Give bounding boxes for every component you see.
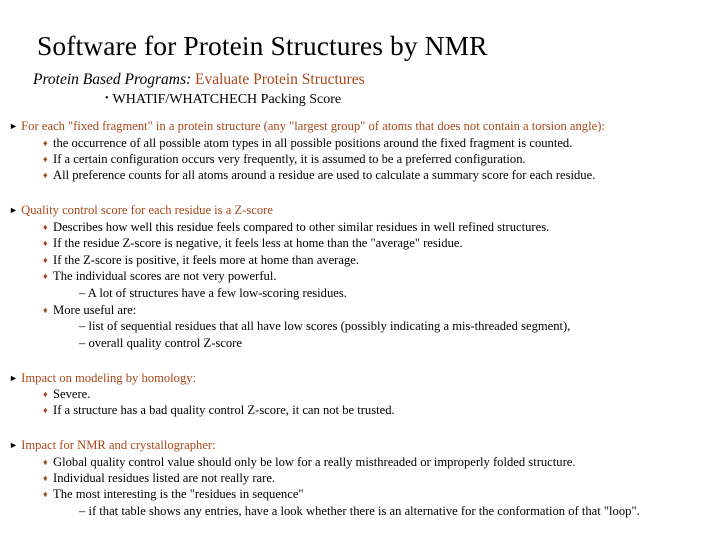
sub-list-item-text: if that table shows any entries, have a look whether there is an alternative for the conformation of that "loop". — [88, 504, 640, 518]
list-item — [43, 454, 576, 471]
slide-title: Software for Protein Structures by NMR — [37, 30, 488, 61]
diamond-bullet-icon: ♦ — [43, 138, 48, 148]
diamond-bullet-icon: ♦ — [43, 222, 48, 232]
diamond-bullet-icon: ♦ — [43, 489, 48, 499]
subtitle-highlight: Evaluate Protein Structures — [195, 71, 365, 88]
list-item — [43, 470, 275, 487]
diamond-bullet-icon: ♦ — [43, 170, 48, 180]
sub-list-item — [79, 285, 347, 301]
list-item — [43, 135, 572, 152]
list-item-text: If the residue Z-score is negative, it feels less at home than the "average" residue. — [53, 236, 463, 250]
list-item — [43, 235, 463, 252]
list-item-text: If a structure has a bad quality control Z-score, it can not be trusted. — [53, 403, 395, 417]
list-item-text: If a certain configuration occurs very frequently, it is assumed to be a preferred configuration. — [53, 152, 526, 166]
diamond-bullet-icon: ♦ — [43, 473, 48, 483]
list-item-text: Global quality control value should only be low for a really misthreaded or improperly folded structure. — [53, 455, 576, 469]
list-item — [43, 486, 304, 503]
arrow-bullet-icon: ► — [9, 373, 18, 383]
list-item — [43, 402, 395, 419]
dash-icon: – — [79, 319, 86, 333]
list-item-text: the occurrence of all possible atom types in all possible positions around the fixed fragment is counted. — [53, 136, 573, 150]
arrow-bullet-icon: ► — [9, 205, 18, 215]
section-1-heading-text: For each "fixed fragment" in a protein structure (any "largest group" of atoms that does not contain a torsion angle): — [21, 119, 605, 133]
section-3-heading — [9, 370, 196, 387]
dash-icon: – — [79, 504, 86, 518]
list-item-text: The most interesting is the "residues in sequence" — [53, 487, 304, 501]
sub-list-item — [79, 335, 242, 351]
diamond-bullet-icon: ♦ — [43, 305, 48, 315]
sub-list-item — [79, 318, 570, 334]
list-item-text: All preference counts for all atoms around a residue are used to calculate a summary score for each residue. — [53, 168, 596, 182]
list-item — [43, 151, 526, 168]
list-item — [43, 219, 549, 236]
subtitle-prefix: Protein Based Programs: — [33, 71, 192, 88]
diamond-bullet-icon: ♦ — [43, 238, 48, 248]
list-item-text: If the Z-score is positive, it feels more at home than average. — [53, 253, 359, 267]
list-item-text: The individual scores are not very powerful. — [53, 269, 277, 283]
list-item — [43, 302, 136, 319]
sub-list-item-text: list of sequential residues that all have low scores (possibly indicating a mis-threaded segment), — [88, 319, 571, 333]
list-item-text: Severe. — [53, 387, 91, 401]
dash-icon: – — [79, 336, 86, 350]
sub-list-item — [79, 503, 640, 519]
arrow-bullet-icon: ► — [9, 440, 18, 450]
slide-subtitle — [33, 71, 365, 89]
list-item-text: Individual residues listed are not really rare. — [53, 471, 276, 485]
diamond-bullet-icon: ♦ — [43, 389, 48, 399]
section-heading — [105, 92, 341, 108]
section-4-heading-text: Impact for NMR and crystallographer: — [21, 438, 216, 452]
diamond-bullet-icon: ♦ — [43, 154, 48, 164]
arrow-bullet-icon: ► — [9, 121, 18, 131]
list-item — [43, 386, 90, 403]
sub-list-item-text: overall quality control Z-score — [88, 336, 242, 350]
diamond-bullet-icon: ♦ — [43, 457, 48, 467]
diamond-bullet-icon: ♦ — [43, 255, 48, 265]
list-item-text: Describes how well this residue feels compared to other similar residues in well refined structures. — [53, 220, 550, 234]
section-1-heading — [9, 118, 605, 135]
diamond-bullet-icon: ♦ — [43, 405, 48, 415]
list-item — [43, 252, 359, 269]
sub-list-item-text: A lot of structures have a few low-scoring residues. — [87, 286, 347, 300]
section-2-heading-text: Quality control score for each residue is a Z-score — [21, 203, 273, 217]
section-heading-text: WHATIF/WHATCHECH Packing Score — [112, 92, 342, 107]
section-2-heading — [9, 202, 273, 219]
section-3-heading-text: Impact on modeling by homology: — [21, 371, 197, 385]
list-item-text: More useful are: — [53, 303, 137, 317]
list-item — [43, 167, 595, 184]
list-item — [43, 268, 276, 285]
diamond-bullet-icon: ♦ — [43, 271, 48, 281]
dash-icon: – — [79, 286, 86, 300]
bullet-icon: • — [105, 93, 109, 104]
section-4-heading — [9, 437, 216, 454]
